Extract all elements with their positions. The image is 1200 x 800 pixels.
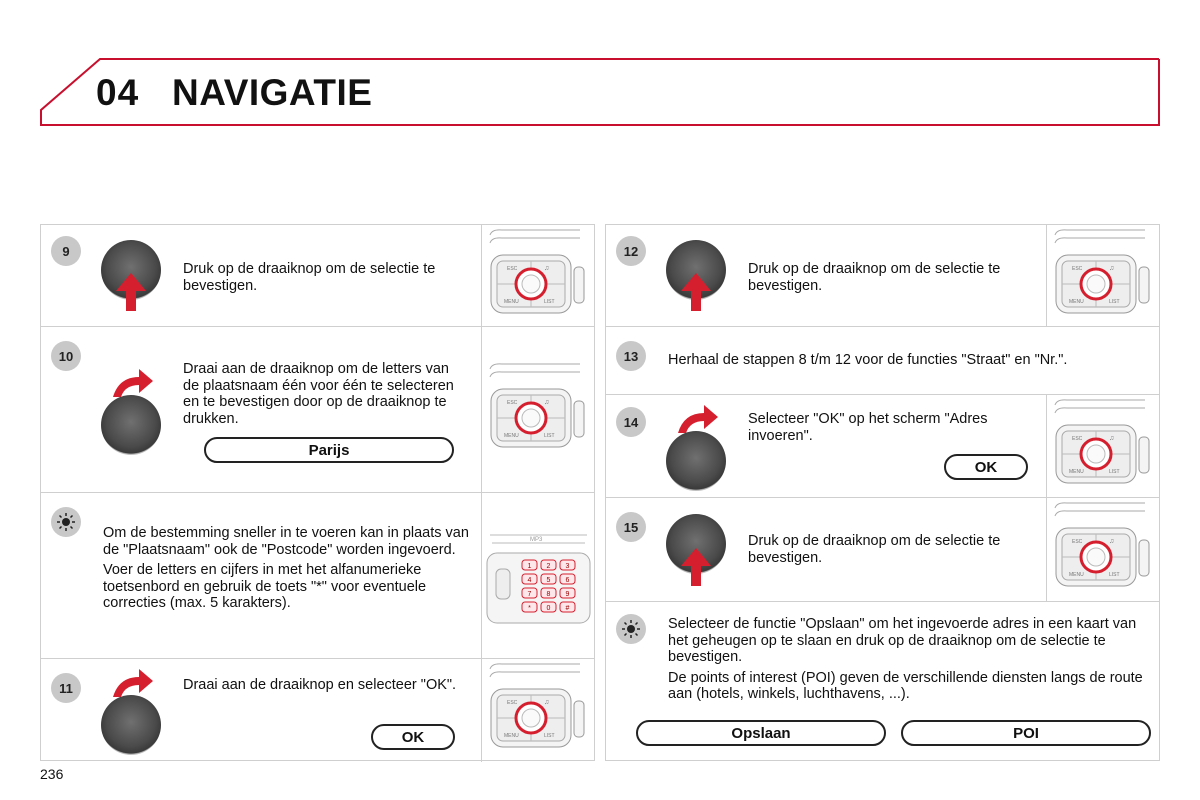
keypad-key-label: 4 — [527, 577, 532, 584]
tip-badge — [616, 614, 646, 644]
step-13 — [606, 327, 1159, 395]
right-panel — [605, 224, 1160, 761]
svg-text:♫: ♫ — [544, 265, 550, 272]
lightbulb-icon — [56, 512, 76, 532]
tip-postcode — [41, 493, 594, 659]
control-panel-illustration — [481, 659, 594, 762]
tip-paragraph: Voer de letters en cijfers in met het alfanumerieke toetsenbord en gebruik de toets "*" voor eventuele correcties (max. 5 karakters). — [103, 562, 427, 611]
svg-text:MENU: MENU — [1069, 299, 1084, 305]
step-text: Herhaal de stappen 8 t/m 12 voor de functies "Straat" en "Nr.". — [668, 352, 1068, 368]
step-14 — [606, 395, 1159, 498]
rotary-knob-icon — [101, 395, 161, 455]
step-badge: 12 — [616, 236, 646, 266]
keypad-key-label: 9 — [565, 591, 570, 598]
step-text: Druk op de draaiknop om de selectie te bevestigen. — [748, 533, 1001, 566]
rotary-knob-icon — [666, 431, 726, 491]
keypad-key-label: # — [565, 605, 570, 612]
svg-text:ESC: ESC — [507, 400, 518, 406]
svg-text:MENU: MENU — [504, 299, 519, 305]
ok-button[interactable]: OK — [944, 454, 1028, 480]
chapter-number: 04 — [96, 72, 140, 113]
svg-text:LIST: LIST — [544, 299, 555, 305]
svg-text:LIST: LIST — [544, 433, 555, 439]
step-15 — [606, 498, 1159, 602]
parijs-button[interactable]: Parijs — [204, 437, 454, 463]
svg-text:LIST: LIST — [1109, 469, 1120, 475]
svg-text:ESC: ESC — [1072, 539, 1083, 545]
opslaan-button[interactable]: Opslaan — [636, 720, 886, 746]
step-12 — [606, 225, 1159, 327]
svg-text:MENU: MENU — [1069, 469, 1084, 475]
rotary-knob-icon — [101, 695, 161, 755]
step-text: Druk op de draaiknop om de selectie te bevestigen. — [748, 261, 1001, 294]
rotary-controls-icon — [482, 225, 595, 327]
tip-paragraph: De points of interest (POI) geven de verschillende diensten langs de route aan (hotels, winkels, luchthavens, ...). — [668, 669, 1143, 702]
step-badge: 11 — [51, 673, 81, 703]
keypad-key-label: 1 — [527, 563, 532, 570]
svg-text:♫: ♫ — [1109, 435, 1115, 442]
ok-button[interactable]: OK — [371, 724, 455, 750]
press-arrow-icon — [681, 273, 711, 313]
step-11 — [41, 659, 594, 762]
tip-text — [668, 616, 1148, 707]
left-panel — [40, 224, 595, 761]
lightbulb-icon — [621, 619, 641, 639]
control-panel-illustration — [1046, 498, 1159, 602]
keypad-icon — [482, 493, 595, 659]
rotary-controls-icon — [1047, 498, 1160, 602]
step-9 — [41, 225, 594, 327]
tip-paragraph: Om de bestemming sneller in te voeren kan in plaats van de "Plaatsnaam" ook de "Postcode" worden ingevoerd. — [103, 525, 469, 558]
poi-button[interactable]: POI — [901, 720, 1151, 746]
rotary-controls-icon — [482, 659, 595, 762]
step-text: Selecteer "OK" op het scherm "Adres invoeren". — [748, 411, 988, 444]
svg-text:MENU: MENU — [504, 433, 519, 439]
svg-text:MENU: MENU — [504, 733, 519, 739]
svg-text:♫: ♫ — [544, 399, 550, 406]
step-text: Draai aan de draaiknop en selecteer "OK". — [183, 677, 457, 693]
tip-text — [103, 525, 473, 616]
tip-paragraph: Selecteer de functie "Opslaan" om het ingevoerde adres in een kaart van het geheugen op te slaan en druk op de draaiknop om de selectie te bevestigen. — [668, 616, 1137, 665]
svg-text:♫: ♫ — [1109, 265, 1115, 272]
step-badge: 10 — [51, 341, 81, 371]
mp3-label: MP3 — [530, 537, 543, 543]
keypad-key-label: 5 — [546, 577, 551, 584]
svg-text:♫: ♫ — [544, 699, 550, 706]
svg-text:LIST: LIST — [544, 733, 555, 739]
control-panel-illustration — [1046, 225, 1159, 327]
keypad-key-label: 2 — [546, 563, 551, 570]
rotary-controls-icon — [482, 327, 595, 493]
press-arrow-icon — [681, 548, 711, 588]
keypad-key-label: * — [528, 605, 531, 612]
svg-text:♫: ♫ — [1109, 538, 1115, 545]
step-text: Draai aan de draaiknop om de letters van de plaatsnaam één voor één te selecteren en te bevestigen door op de draaiknop te drukken. — [183, 361, 454, 427]
rotary-controls-icon — [1047, 225, 1160, 327]
keypad-key-label: 0 — [546, 605, 551, 612]
step-badge: 14 — [616, 407, 646, 437]
svg-text:ESC: ESC — [507, 266, 518, 272]
svg-text:ESC: ESC — [507, 700, 518, 706]
control-panel-illustration — [481, 225, 594, 327]
svg-text:ESC: ESC — [1072, 266, 1083, 272]
chapter-title: NAVIGATIE — [172, 72, 373, 113]
step-text: Druk op de draaiknop om de selectie te bevestigen. — [183, 261, 436, 294]
control-panel-illustration — [481, 327, 594, 493]
keypad-key-label: 3 — [565, 563, 570, 570]
step-badge: 15 — [616, 512, 646, 542]
page-number: 236 — [40, 766, 64, 782]
svg-text:MENU: MENU — [1069, 572, 1084, 578]
svg-text:ESC: ESC — [1072, 436, 1083, 442]
press-arrow-icon — [116, 273, 146, 313]
tip-badge — [51, 507, 81, 537]
keypad-illustration — [481, 493, 594, 659]
svg-text:LIST: LIST — [1109, 572, 1120, 578]
control-panel-illustration — [1046, 395, 1159, 498]
step-badge: 13 — [616, 341, 646, 371]
step-10 — [41, 327, 594, 493]
step-badge: 9 — [51, 236, 81, 266]
rotary-controls-icon — [1047, 395, 1160, 498]
keypad-key-label: 7 — [527, 591, 532, 598]
keypad-key-label: 8 — [546, 591, 551, 598]
tip-opslaan — [606, 602, 1159, 762]
svg-text:LIST: LIST — [1109, 299, 1120, 305]
keypad-key-label: 6 — [565, 577, 570, 584]
